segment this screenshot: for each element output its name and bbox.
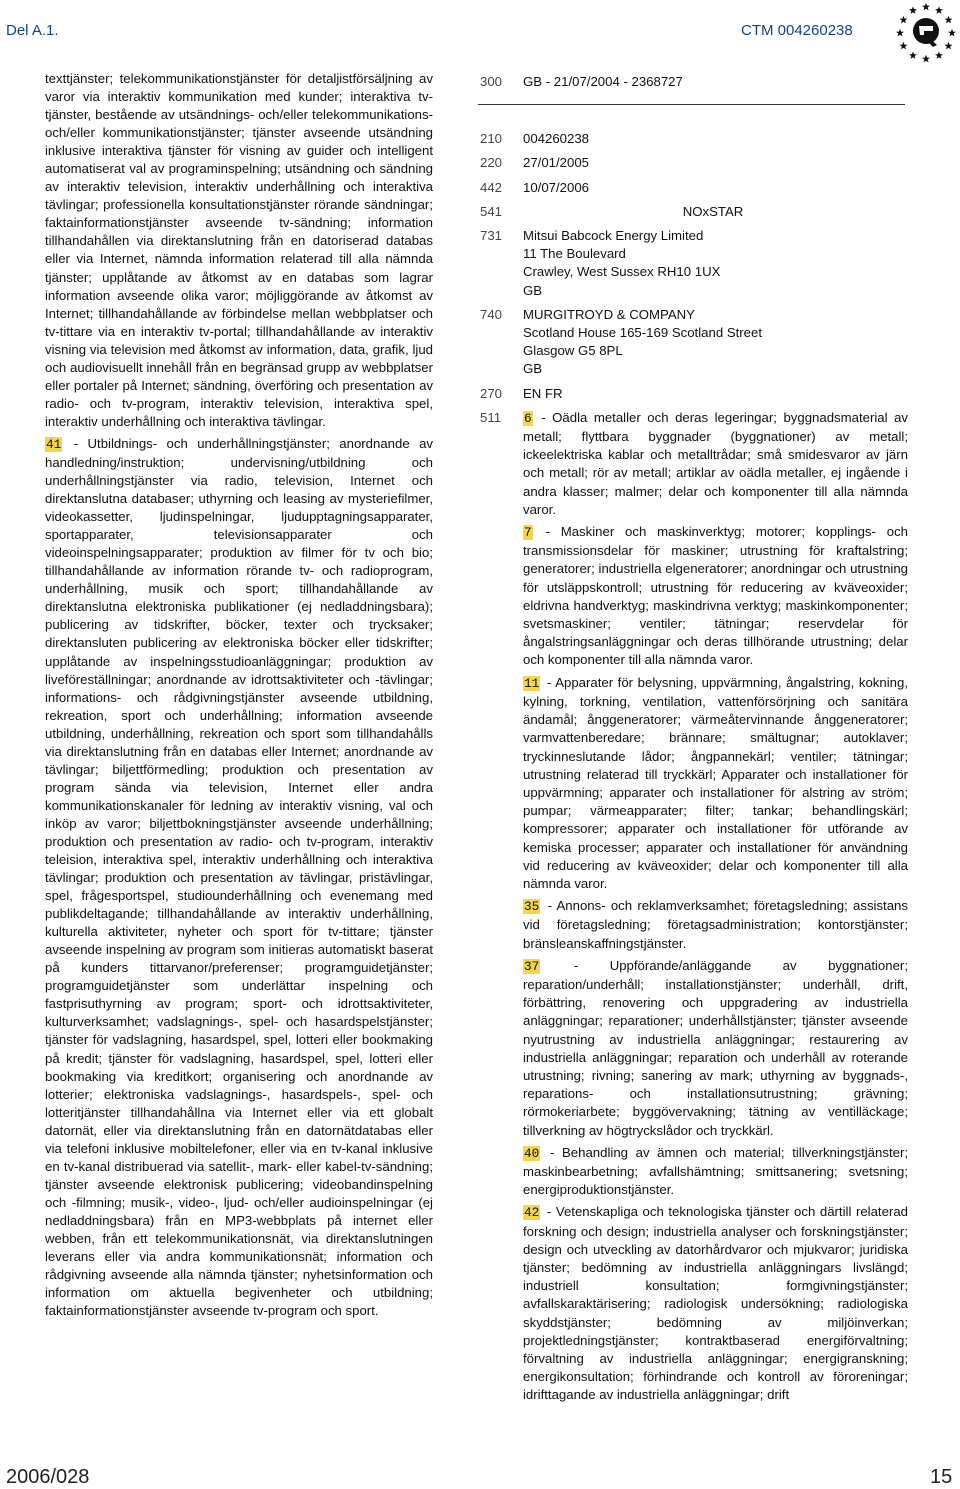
field-code: 731 [480, 228, 503, 244]
emblem-star-icon [945, 16, 953, 24]
field-code: 740 [480, 306, 503, 322]
field-270-languages [478, 385, 908, 403]
class-number: 35 [524, 899, 540, 915]
representative-address-line: Scotland House 165-169 Scotland Street [523, 325, 762, 341]
emblem-star-icon [945, 42, 953, 50]
field-731-applicant [478, 227, 908, 300]
class-text: - Maskiner och maskinverktyg; motorer; kopplings- och transmissionsdelar för maskiner; utrustning för kraftalstring; generatorer; industriella elgeneratorer; anordningar och utrustning för utsläppskontroll; utrustning för reducering av kväveoxider; eldrivna handverktyg; maskindrivna verktyg; maskinkomponenter; svetsmaskiner; ventiler; tätningar; reservdelar för ångalstringsanläggningar och deras tillhörande utrustning; delar och komponenter till alla nämnda varor. [523, 524, 908, 668]
emblem-star-icon [935, 51, 943, 59]
field-value: 27/01/2005 [523, 155, 590, 171]
field-511-classes [478, 409, 908, 1405]
field-300-priority [478, 73, 908, 91]
emblem-star-icon [899, 16, 907, 24]
class-number: 40 [524, 1145, 540, 1161]
field-value: EN FR [523, 385, 563, 401]
class-37-entry [523, 957, 908, 1140]
emblem-star-icon [922, 3, 930, 11]
class-41-entry [45, 435, 433, 1320]
divider [478, 104, 905, 105]
field-220-filing-date [478, 154, 908, 172]
class-text: - Apparater för belysning, uppvärmning, ångalstring, kokning, kylning, torkning, ventilation, vattenförsörjning och sanitära ändamål; ånggeneratorer; värmeåtervinnande ånggeneratorer; varmvattenberedare; brännare; smältugnar; autoklaver; tryckinneslutande lådor; ångpannekärl; ventiler; tätningar; utrustning relaterad till tryckkärl; Apparater och installationer för uppvärmning; apparater och installationer för alstring av ström; pumpar; värmeapparater; filter; tankar; behandlingskärl; kompressorer; apparater och installationer för utförande av kemiska processer; apparater och installationer för användning vid reducering av kväveoxider; delar och komponenter till alla nämnda varor. [523, 674, 908, 891]
emblem-star-icon [909, 6, 917, 14]
field-210-application-number [478, 130, 908, 148]
class-text: - Utbildnings- och underhållningstjänster; anordnande av handledning/instruktion; undervisning/utbildning och underhållningstjänster via radio, television, Internet och direktanslutna databaser; uthyrning och leasing av mysteriefilmer, videokassetter, ljudinspelningar, ljudupptagningsapparater, sportapparater, televisionsapparater och videoinspelningsapparater; produktion av filmer för tv och bio; tillhandahållande av information rörande tv- och radioprogram, underhållning, musik och sport; tillhandahållande av direktanslutna elektroniska publikationer (ej nedladdningsbara); publicering av tidskrifter, böcker, texter och trycksaker; direktansluten publicering av elektroniska böcker eller tidskrifter; upplåtande av inspelningsstudioanläggningar; produktion av liveföreställningar; anordnande av idrottsaktiviteter och -tävlingar; informations- och rådgivningstjänster avseende utbildning, rekreation, sport och underhållning; information avseende utbildning, underhållning, rekreation och sport som tillhandahålls via direktanslutning från en databas eller Internet; anordnande av tävlingar; biljettförmedling; produktion och presentation av program sända via television, Internet eller andra kommunikationskanaler för ledning av interaktiv visning, val och inköp av varor; biljettbokningstjänster avseende underhållning; produktion och presentation av radio- och tv-program, interaktiv teleision, interaktiva spel, interaktiv underhållning och interaktiva tävlingar; produktion och presentation av tävlingar, pristävlingar, spel, frågesportspel, studiounderhållning och evenemang med publikdeltagande; tillhandahållande av interaktiv underhållning, kulturella aktiviteter, nyheter och sport för tv-tittare; tjänster avseende inspelning av program som initieras automatiskt baserat på kunders tittarvanor/preferenser; programguidetjänster; programguidetjänster som underlättar inspelning och fastprisuthyrning av program; sport- och idrottsaktiviteter, kulturverksamhet; vadslagnings-, spel- och hasardspelstjänster; tjänster för vadslagning, hasardspel, spel, lotteri eller bookmaking på kredit; tjänster för vadslagning, hasardspel, spel, lotteri eller bookmaking via kreditkort; organisering och anordnande av lotterier; elektroniska vadslagnings-, hasardspels-, spel- och lotteritjänster tillhandahållna via Internet eller via ett globalt datornät, eller via direktanslutning från en datornätdatabas eller via telefoni inklusive mobiltelefoner, eller via en tv-kanal inklusive en tv-kanal distribuerad via satellit-, mark- eller kabel-tv-sändning; tjänster avseende elektronisk publicering; videobandinspelning och -filmning; musik-, video-, ljud- och/eller audioinspelningar (ej nedladdningsbara) från en MP3-webbplats på internet eller webben, från ett telekommunikationsnät, via direktanslutningen leverans eller via andra kommunikationsnät; information och rådgivning avseende alla nämnda tjänster; nyhetsinformation och information om aktuella begivenheter och utbildning; faktainformationstjänster avseende tv-program och sport. [45, 435, 433, 1319]
field-code: 442 [480, 179, 503, 195]
class-40-entry [523, 1144, 908, 1200]
class-42-entry [523, 1203, 908, 1404]
representative-address-line: Glasgow G5 8PL [523, 343, 623, 359]
applicant-address-line: 11 The Boulevard [523, 246, 626, 262]
applicant-address-line: Crawley, West Sussex RH10 1UX [523, 264, 721, 280]
field-value: 004260238 [523, 131, 590, 147]
field-code: 270 [480, 385, 503, 401]
representative-name: MURGITROYD & COMPANY [523, 306, 695, 322]
class-number: 41 [46, 436, 62, 452]
field-value: GB - 21/07/2004 - 2368727 [523, 74, 683, 89]
bibliographic-data [478, 73, 908, 1409]
applicant-name: Mitsui Babcock Energy Limited [523, 228, 704, 244]
class-number: 7 [524, 525, 532, 541]
field-541-mark [478, 203, 908, 221]
field-value: 10/07/2006 [523, 179, 590, 195]
field-code: 210 [480, 131, 503, 147]
field-code: 300 [480, 74, 503, 89]
class-number: 6 [524, 410, 532, 426]
class-text: texttjänster; telekommunikationstjänster för detaljistförsäljning av varor via interaktiv kommunikation med kunder; interaktiva tv-tjänster, bestående av utsändnings- och/eller telekommunikations- och/eller kommunikationstjänster; tjänster avseende utsändning inklusive interaktiva tjänster för visning av guider och intelligent automatiserat val av programinspelning; utsändning och sändning av interaktiv television, interaktiv underhållning och interaktiva tävlingar; professionella konsultationstjänster rörande sändningar; faktainformationstjänster avseende tv-sändning; information tillhandahållen via direktanslutning från en datoriserad databas eller via Internet, nämnda information relaterad till alla nämnda tjänster; upplåtande av åtkomst av en databas som lagrar information avseende olika varor; möjliggörande av åtkomst av Internet; tillhandahållande av förbindelse mellan webbplatser och tv-tittare via en interaktiv tv-portal; tillhandahållande av interaktiv visning via television med åtkomst av information, data, grafik, ljud och audiovisuellt innehåll från en begränsad grupp av webbplatser eller portaler på Internet; sändning, överföring och presentation av radio- och tv-program, interaktiv television, interaktiva spel, interaktiv underhållning och interaktiva tävlingar. [45, 71, 433, 429]
continued-goods-services [45, 70, 433, 431]
class-number: 11 [524, 675, 540, 691]
class-text: - Annons- och reklamverksamhet; företagsledning; assistans vid företagsledning; företagsadministration; kontorstjänster; bränsleanskaffningstjänster. [523, 898, 908, 951]
emblem-star-icon [935, 6, 943, 14]
eu-emblem-logo-icon [893, 1, 959, 67]
class-number: 37 [524, 958, 540, 974]
class-6-entry [523, 409, 908, 519]
class-text: - Oädla metaller och deras legeringar; byggnadsmaterial av metall; flyttbara byggnader (byggnationer) av metall; ickeelektriska kablar och metalltrådar; små smidesvaror av järn och metall; rör av metall; artiklar av oädla metaller, ej ingående i andra klasser; malmer; delar och komponenter till alla nämnda varor. [523, 409, 908, 517]
field-740-representative [478, 306, 908, 379]
trademark-name: NOxSTAR [682, 203, 744, 219]
section-label: Del A.1. [6, 22, 59, 39]
class-text: - Vetenskapliga och teknologiska tjänster och därtill relaterad forskning och design; industriella analyser och forskningstjänster; design och utveckling av datorhårdvaror och mjukvaror; juridiska tjänster; bedömning av industriella anläggningars livslängd; industriell konsultation; formgivningstjänster; avfallskaraktärisering; radiologisk undersökning; radiologiska skyddstjänster; bedömning av miljöinverkan; projektledningstjänster; kontraktbaserad energiförvaltning; förvaltning av industriella anläggningar; energigranskning; energikonsultation; förhindrande och kontroll av föroreningar; idrifttagande av industriella anläggningar; drift [523, 1204, 908, 1403]
left-column [45, 70, 433, 1324]
class-7-entry [523, 523, 908, 670]
class-35-entry [523, 897, 908, 953]
emblem-star-icon [899, 42, 907, 50]
class-text: - Uppförande/anläggande av byggnationer; reparation/underhåll; installationstjänster; underhåll, drift, förbättring, renovering och uppgradering av industriella anläggningar; reparationer; underhållstjänster; tjänster avseende nyutrustning av industriella anläggningar; restaurering av industriella anläggningar; reparation och underhåll av roterande utrustning; rivning; sanering av mark; uthyrning av byggnads-, reparations- och installationsutrustning; grävning; rörmokeriarbete; byggövervakning; tätning av ventilläckage; tillverkning av högtryckslådor och tryckkärl. [523, 957, 908, 1138]
representative-country: GB [523, 361, 543, 377]
bulletin-issue: 2006/028 [6, 1466, 90, 1488]
emblem-star-icon [909, 51, 917, 59]
class-11-entry [523, 674, 908, 893]
field-code: 220 [480, 155, 503, 171]
emblem-star-icon [896, 29, 904, 37]
page-number: 15 [930, 1466, 953, 1488]
field-442-publication-date [478, 179, 908, 197]
ctm-number: CTM 004260238 [741, 22, 853, 39]
class-text: - Behandling av ämnen och material; tillverkningstjänster; maskinbearbetning; avfallshämtning; smittsanering; svetsning; energiproduktionstjänster. [523, 1144, 908, 1198]
applicant-country: GB [523, 282, 543, 298]
field-code: 541 [480, 203, 503, 219]
emblem-star-icon [948, 29, 956, 37]
emblem-star-icon [922, 55, 930, 63]
class-number: 42 [524, 1205, 540, 1221]
field-code: 511 [480, 409, 502, 425]
